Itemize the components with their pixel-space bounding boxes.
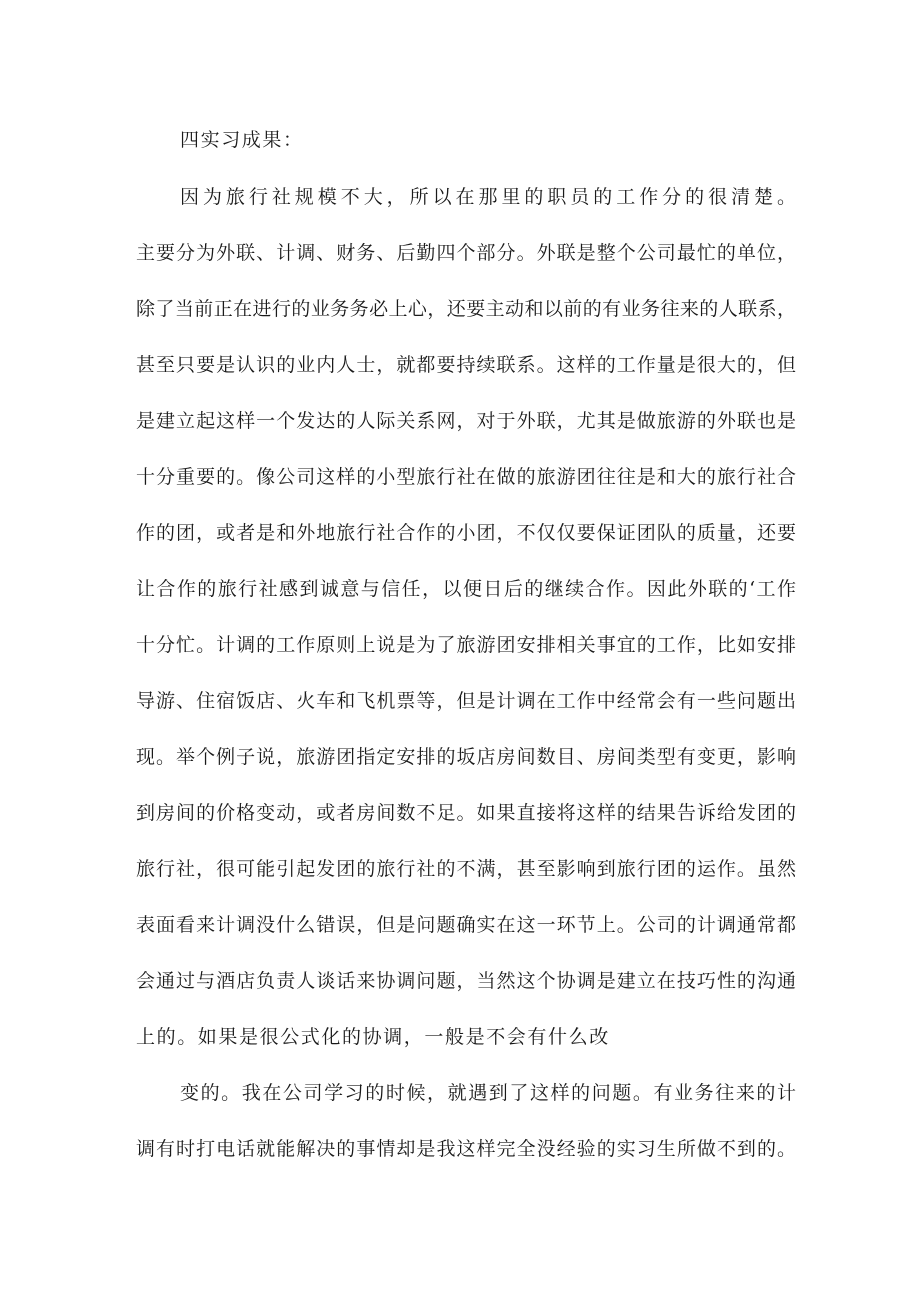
paragraph-line: 调有时打电话就能解决的事情却是我这样完全没经验的实习生所做不到的。	[136, 1138, 796, 1160]
paragraph-line: 变的。我在公司学习的时候，就遇到了这样的问题。有业务往来的计	[180, 1082, 796, 1104]
paragraph-line: 是建立起这样一个发达的人际关系网，对于外联，尤其是做旅游的外联也是	[136, 410, 796, 432]
paragraph-line: 作的团，或者是和外地旅行社合作的小团，不仅仅要保证团队的质量，还要	[136, 522, 796, 544]
paragraph-line: 让合作的旅行社感到诚意与信任，以便日后的继续合作。因此外联的‘工作	[136, 578, 796, 600]
paragraph-line: 会通过与酒店负责人谈话来协调问题，当然这个协调是建立在技巧性的沟通	[136, 970, 796, 992]
paragraph-line: 因为旅行社规模不大，所以在那里的职员的工作分的很清楚。	[180, 186, 796, 208]
paragraph-line: 导游、住宿饭店、火车和飞机票等，但是计调在工作中经常会有一些问题出	[136, 690, 796, 712]
paragraph-line: 表面看来计调没什么错误，但是问题确实在这一环节上。公司的计调通常都	[136, 914, 796, 936]
paragraph-line: 上的。如果是很公式化的协调，一般是不会有什么改	[136, 1026, 610, 1048]
section-heading: 四实习成果：	[180, 129, 304, 151]
paragraph-line: 除了当前正在进行的业务务必上心，还要主动和以前的有业务往来的人联系，	[136, 298, 796, 320]
paragraph-line: 十分重要的。像公司这样的小型旅行社在做的旅游团往往是和大的旅行社合	[136, 466, 796, 488]
paragraph-line: 旅行社，很可能引起发团的旅行社的不满，甚至影响到旅行团的运作。虽然	[136, 858, 796, 880]
paragraph-line: 十分忙。计调的工作原则上说是为了旅游团安排相关事宜的工作，比如安排	[136, 634, 796, 656]
paragraph-line: 主要分为外联、计调、财务、后勤四个部分。外联是整个公司最忙的单位，	[136, 242, 796, 264]
paragraph-line: 甚至只要是认识的业内人士，就都要持续联系。这样的工作量是很大的，但	[136, 354, 796, 376]
paragraph-line: 到房间的价格变动，或者房间数不足。如果直接将这样的结果告诉给发团的	[136, 802, 796, 824]
paragraph-line: 现。举个例子说，旅游团指定安排的坂店房间数目、房间类型有变更，影响	[136, 746, 796, 768]
